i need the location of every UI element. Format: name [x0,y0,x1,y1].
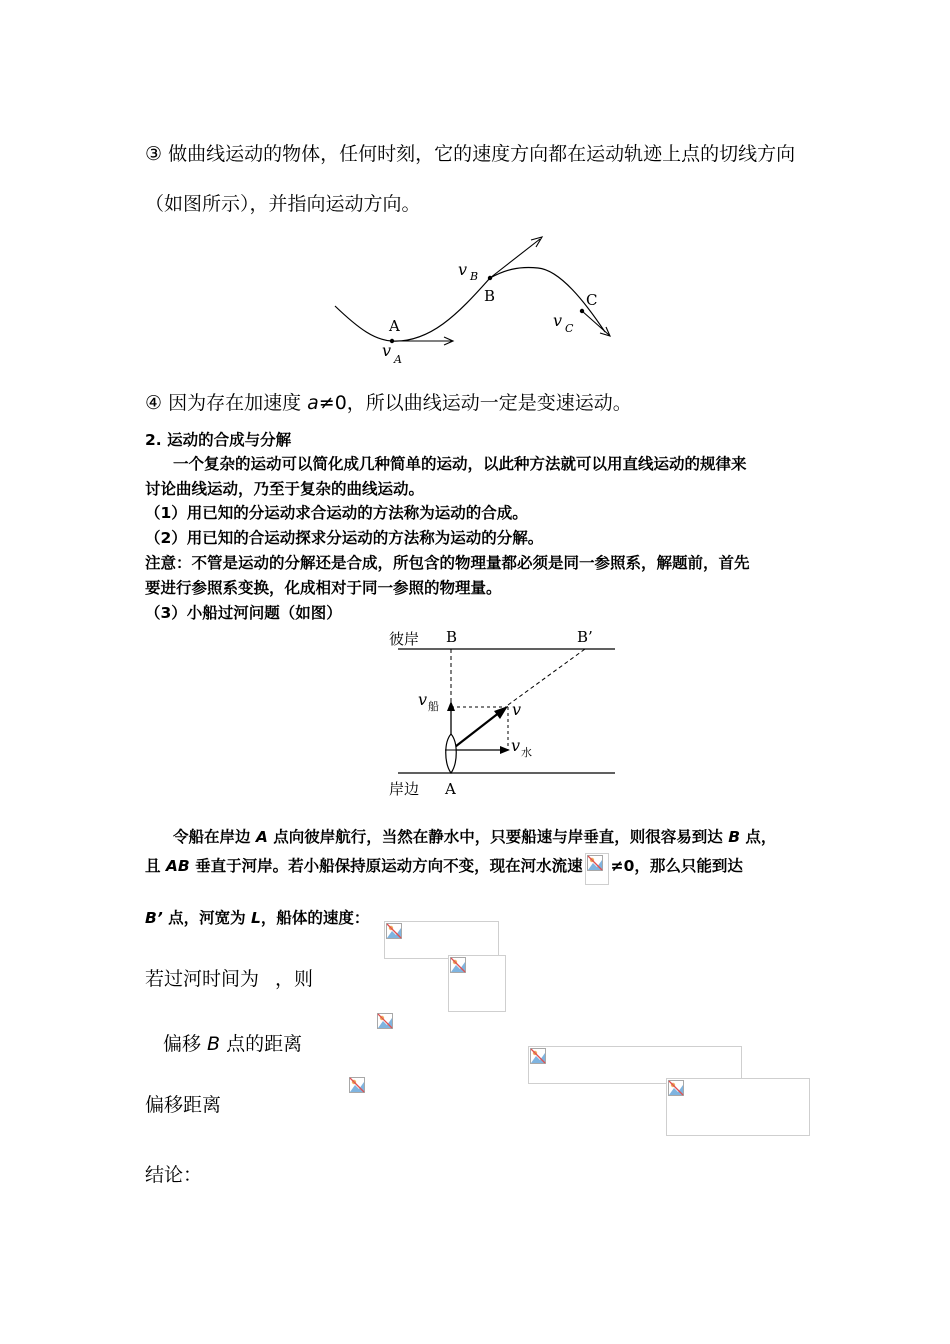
item3-line2: （如图所示），并指向运动方向。 [145,193,421,215]
figure1-label-c: C [586,291,598,309]
near-bank-label: 岸边 [389,780,420,798]
broken-image-icon [530,1048,546,1064]
crossing-time-symbol-image [377,1011,393,1031]
intro-line1: 一个复杂的运动可以简化成几种简单的运动，以此种方法就可以用直线运动的规律来 [173,455,747,473]
curve-tangent-figure [330,232,620,372]
far-bank-label: 彼岸 [389,630,420,648]
decomposition-definition: （2）用已知的合运动探求分运动的方法称为运动的分解。 [145,529,544,547]
resultant-velocity-arrow [451,712,500,750]
boat-speed-formula-image [384,921,499,959]
composition-definition: （1）用已知的分运动求合运动的方法称为运动的合成。 [145,504,528,522]
boat-velocity-label: $v_船$ [418,690,440,713]
intro-line2: 讨论曲线运动，乃至于复杂的曲线运动。 [145,480,425,498]
boat-speed-line: B’ 点，河宽为 L，船体的速度： [145,909,370,927]
crossing-time-formula-image [448,955,506,1012]
velocity-label-c: v $_C$ [553,311,574,335]
figure1-label-b: B [484,287,496,305]
item4-text: ④ 因为存在加速度 a≠0，所以曲线运动一定是变速运动。 [145,392,632,414]
water-velocity-label: $v_水$ [511,736,533,759]
velocity-arrow-c [582,311,609,335]
section2-heading: 2. 运动的合成与分解 [145,431,292,449]
point-c [580,309,584,313]
boat-paragraph-line1: 令船在岸边 A 点向彼岸航行，当然在静水中，只要船速与岸垂直，则很容易到达 B 点， [173,828,777,846]
note-line1: 注意：不管是运动的分解还是合成，所包含的物理量都必须是同一参照系，解题前，首先 [145,554,750,572]
resultant-velocity-label: v [512,700,522,719]
drift-path-line [508,649,585,705]
velocity-label-b: v $_B$ [458,260,479,283]
broken-image-icon [668,1080,684,1096]
water-speed-formula-image [585,853,609,885]
offset-symbol-image [349,1077,367,1095]
point-b [488,276,492,280]
conclusion-label: 结论： [145,1164,203,1186]
velocity-arrow-b [490,239,540,278]
offset-from-b-line: 偏移 B 点的距离 [163,1033,303,1055]
broken-image-icon [349,1077,365,1093]
river-crossing-figure [390,620,625,810]
broken-image-icon [587,855,603,871]
boat-problem-heading: （3）小船过河问题（如图） [145,604,342,622]
item3-line1: ③ 做曲线运动的物体，任何时刻，它的速度方向都在运动轨迹上点的切线方向 [145,143,796,165]
velocity-label-a: v $_A$ [382,341,402,366]
figure2-label-bprime: B’ [577,628,593,646]
crossing-time-line: 若过河时间为 ，则 [145,968,314,990]
boat-paragraph-line2: 且 AB 垂直于河岸。若小船保持原运动方向不变，现在河水流速 ≠0，那么只能到达 [145,853,743,885]
boat-shape [446,734,457,773]
note-line2: 要进行参照系变换，化成相对于同一参照的物理量。 [145,579,502,597]
broken-image-icon [450,957,466,973]
figure2-label-b: B [446,628,458,646]
broken-image-icon [377,1013,393,1029]
offset-distance-line: 偏移距离 [145,1094,222,1116]
offset-distance-formula-image [666,1078,810,1136]
broken-image-icon [386,923,402,939]
figure1-label-a: A [389,317,400,335]
figure2-label-a: A [445,780,456,798]
